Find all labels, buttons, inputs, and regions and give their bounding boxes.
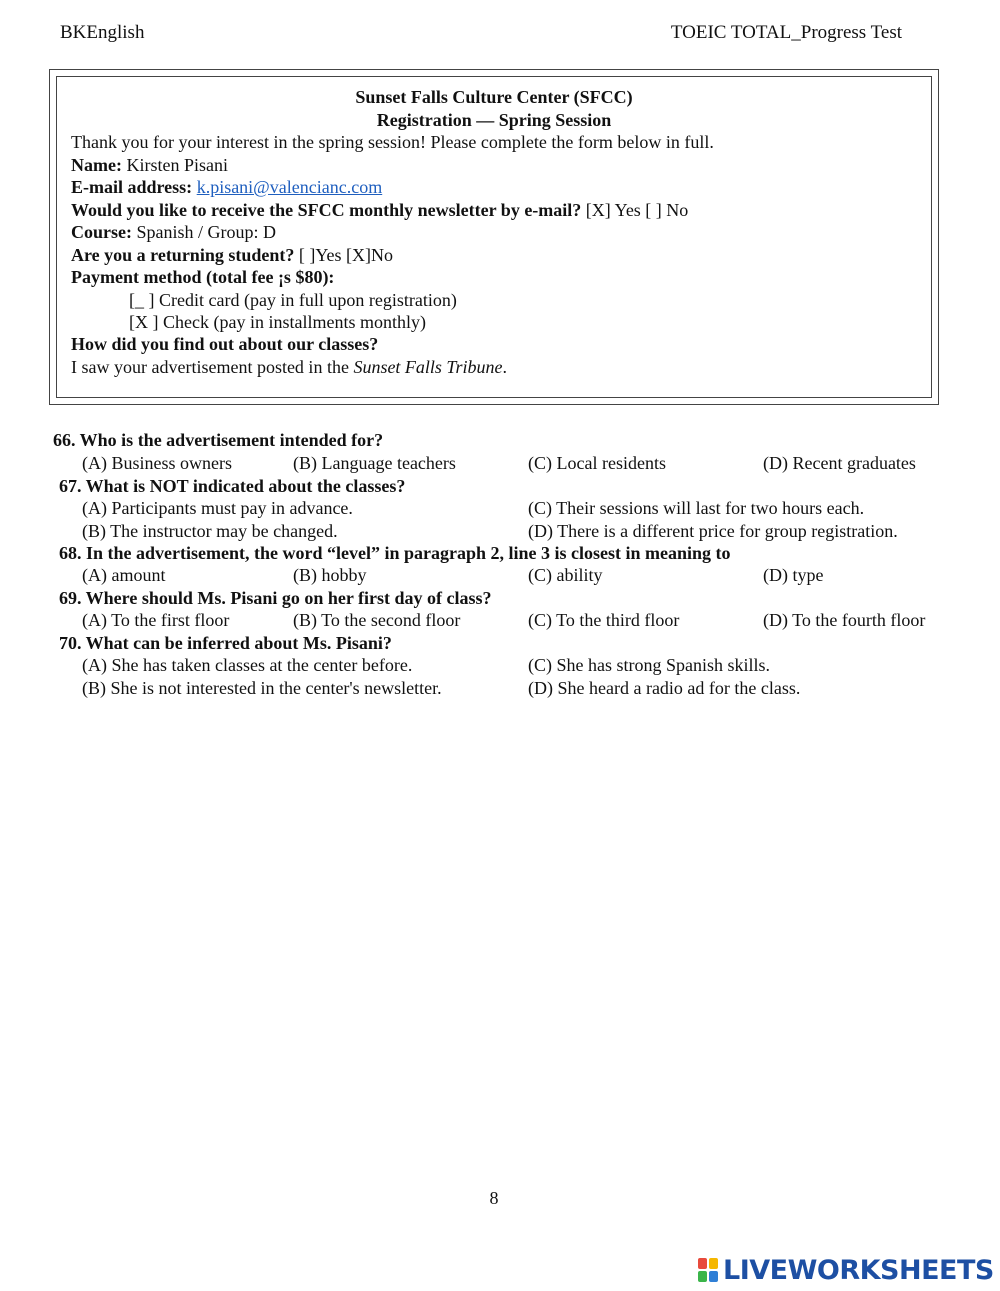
q67-option-a[interactable]: (A) Participants must pay in advance.	[82, 498, 353, 518]
q66-option-a[interactable]: (A) Business owners	[82, 453, 232, 473]
returning-row	[71, 244, 393, 266]
question-70: 70. What can be inferred about Ms. Pisani?	[59, 633, 392, 653]
email-link[interactable]: k.pisani@valencianc.com	[196, 177, 383, 197]
registration-form-box	[49, 69, 939, 405]
q69-option-d[interactable]: (D) To the fourth floor	[763, 610, 926, 630]
returning-label: Are you a returning student?	[71, 245, 295, 265]
question-67: 67. What is NOT indicated about the classes?	[59, 476, 406, 496]
found-label: How did you find out about our classes?	[71, 334, 379, 354]
q70-option-b[interactable]: (B) She is not interested in the center's newsletter.	[82, 678, 442, 698]
newsletter-label: Would you like to receive the SFCC monthly newsletter by e-mail?	[71, 200, 582, 220]
name-value: Kirsten Pisani	[121, 155, 228, 175]
q68-option-d[interactable]: (D) type	[763, 565, 824, 585]
q68-option-b[interactable]: (B) hobby	[293, 565, 367, 585]
q68-option-c[interactable]: (C) ability	[528, 565, 603, 585]
q69-option-c[interactable]: (C) To the third floor	[528, 610, 680, 630]
logo-text: LIVEWORKSHEETS	[723, 1254, 994, 1286]
question-66: 66. Who is the advertisement intended for?	[53, 430, 384, 450]
q70-option-a[interactable]: (A) She has taken classes at the center before.	[82, 655, 413, 675]
course-row	[71, 221, 276, 243]
course-value: Spanish / Group: D	[132, 222, 276, 242]
newsletter-row	[71, 199, 688, 221]
name-row	[71, 154, 228, 176]
email-row	[71, 176, 382, 198]
found-answer: I saw your advertisement posted in the Sunset Falls Tribune.	[71, 357, 507, 377]
q66-option-b[interactable]: (B) Language teachers	[293, 453, 456, 473]
newspaper-name: Sunset Falls Tribune	[353, 357, 503, 377]
q70-option-d[interactable]: (D) She heard a radio ad for the class.	[528, 678, 801, 698]
payment-option-check: [X ] Check (pay in installments monthly)	[129, 312, 426, 332]
q67-option-c[interactable]: (C) Their sessions will last for two hours each.	[528, 498, 865, 518]
question-69: 69. Where should Ms. Pisani go on her first day of class?	[59, 588, 492, 608]
liveworksheets-logo	[697, 1255, 994, 1285]
email-label: E-mail address:	[71, 177, 193, 197]
q67-option-b[interactable]: (B) The instructor may be changed.	[82, 521, 338, 541]
q67-option-d[interactable]: (D) There is a different price for group registration.	[528, 521, 898, 541]
page-number: 8	[489, 1188, 499, 1208]
header-right: TOEIC TOTAL_Progress Test	[670, 22, 902, 43]
name-label: Name:	[71, 155, 122, 175]
q68-option-a[interactable]: (A) amount	[82, 565, 166, 585]
q70-option-c[interactable]: (C) She has strong Spanish skills.	[528, 655, 771, 675]
question-68: 68. In the advertisement, the word “level” in paragraph 2, line 3 is closest in meaning to	[59, 543, 731, 563]
liveworksheets-logo-icon	[697, 1257, 719, 1283]
form-title: Sunset Falls Culture Center (SFCC)	[355, 87, 633, 107]
q66-option-d[interactable]: (D) Recent graduates	[763, 453, 916, 473]
payment-label: Payment method (total fee ¡s $80):	[71, 267, 335, 287]
payment-option-credit: [_ ] Credit card (pay in full upon registration)	[129, 290, 457, 310]
newsletter-value: [X] Yes [ ] No	[581, 200, 689, 220]
form-subtitle: Registration — Spring Session	[376, 110, 612, 130]
q66-option-c[interactable]: (C) Local residents	[528, 453, 666, 473]
course-label: Course:	[71, 222, 132, 242]
registration-form-inner	[56, 76, 932, 398]
returning-value: [ ]Yes [X]No	[294, 245, 394, 265]
form-intro: Thank you for your interest in the spring session! Please complete the form below in full.	[71, 132, 714, 152]
q69-option-a[interactable]: (A) To the first floor	[82, 610, 230, 630]
q69-option-b[interactable]: (B) To the second floor	[293, 610, 461, 630]
header-left: BKEnglish	[60, 22, 145, 43]
